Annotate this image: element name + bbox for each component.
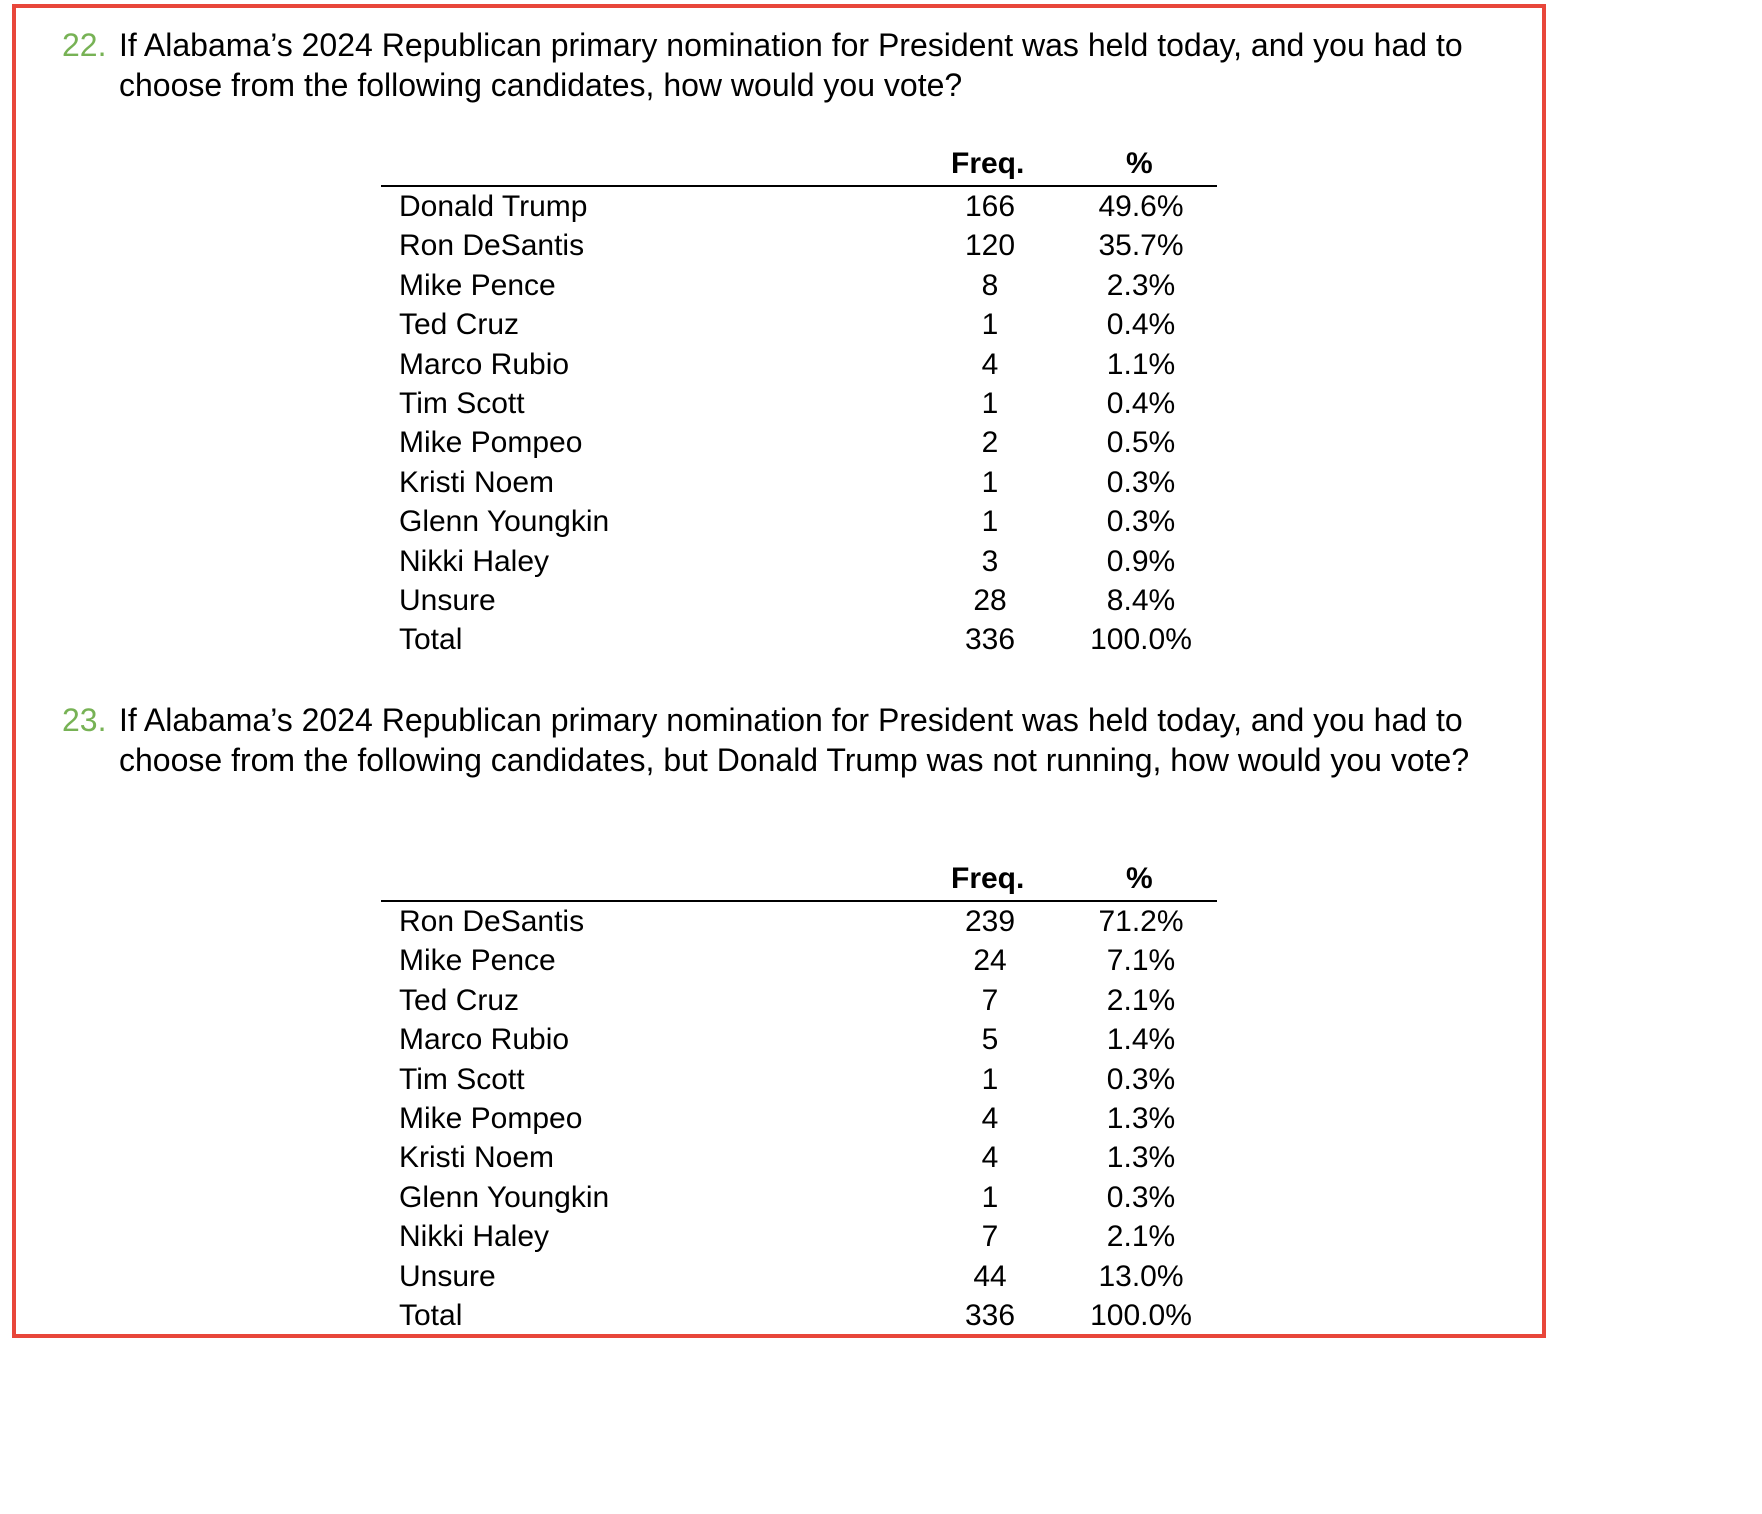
candidate-name: Ted Cruz — [399, 983, 520, 1017]
percent-value: 1.3% — [1106, 1141, 1176, 1175]
results-table-22 — [381, 145, 1217, 660]
candidate-name: Kristi Noem — [399, 465, 555, 499]
table-row — [381, 226, 1217, 265]
table-row — [381, 1138, 1217, 1177]
frequency-value: 1 — [981, 465, 999, 499]
candidate-name: Mike Pence — [399, 268, 556, 302]
percent-value: 0.3% — [1106, 1180, 1176, 1214]
results-table-23 — [381, 860, 1217, 1335]
percent-value: 0.4% — [1106, 386, 1176, 420]
candidate-name: Ron DeSantis — [399, 905, 585, 938]
table-row — [381, 266, 1217, 305]
table-row — [381, 981, 1217, 1020]
table-row — [381, 187, 1217, 226]
percent-value: 7.1% — [1106, 944, 1176, 978]
percent-value: 0.3% — [1106, 465, 1176, 499]
frequency-value: 166 — [964, 190, 1016, 223]
column-header-freq: Freq. — [951, 862, 1025, 895]
column-header-percent: % — [1126, 862, 1153, 895]
question-number: 23. — [62, 702, 107, 738]
candidate-name: Tim Scott — [399, 386, 525, 420]
frequency-value: 1 — [981, 1180, 999, 1214]
question-23 — [62, 700, 1542, 780]
candidate-name: Nikki Haley — [399, 544, 550, 578]
percent-value: 100.0% — [1090, 1298, 1192, 1332]
percent-value: 1.4% — [1106, 1023, 1176, 1057]
frequency-value: 28 — [973, 583, 1007, 617]
frequency-value: 239 — [964, 905, 1016, 938]
candidate-name: Marco Rubio — [399, 1023, 570, 1057]
candidate-name: Total — [399, 1298, 463, 1332]
table-row — [381, 1020, 1217, 1059]
percent-value: 0.9% — [1106, 544, 1176, 578]
percent-value: 0.4% — [1106, 308, 1176, 342]
table-row — [381, 1178, 1217, 1217]
frequency-value: 1 — [981, 386, 999, 420]
frequency-value: 336 — [964, 1298, 1016, 1332]
candidate-name: Total — [399, 623, 463, 657]
candidate-name: Mike Pompeo — [399, 426, 583, 460]
candidate-name: Nikki Haley — [399, 1220, 550, 1254]
question-22 — [62, 25, 1542, 105]
frequency-value: 7 — [981, 1220, 999, 1254]
frequency-value: 4 — [981, 347, 999, 381]
table-row — [381, 502, 1217, 541]
table-row — [381, 1296, 1217, 1335]
candidate-name: Unsure — [399, 1259, 496, 1293]
table-row — [381, 1099, 1217, 1138]
frequency-value: 24 — [973, 944, 1007, 978]
column-header-percent: % — [1126, 147, 1153, 180]
frequency-value: 1 — [981, 505, 999, 539]
candidate-name: Ted Cruz — [399, 308, 520, 342]
candidate-name: Mike Pompeo — [399, 1101, 583, 1135]
percent-value: 0.3% — [1106, 505, 1176, 539]
candidate-name: Unsure — [399, 583, 496, 617]
percent-value: 71.2% — [1098, 905, 1184, 938]
candidate-name: Kristi Noem — [399, 1141, 555, 1175]
candidate-name: Donald Trump — [399, 190, 588, 223]
document-frame — [12, 4, 1546, 1338]
candidate-name: Ron DeSantis — [399, 229, 585, 263]
table-row — [381, 902, 1217, 941]
candidate-name: Glenn Youngkin — [399, 505, 610, 539]
percent-value: 0.3% — [1106, 1062, 1176, 1096]
table-row — [381, 305, 1217, 344]
percent-value: 2.1% — [1106, 983, 1176, 1017]
table-row — [381, 542, 1217, 581]
percent-value: 2.3% — [1106, 268, 1176, 302]
candidate-name: Tim Scott — [399, 1062, 525, 1096]
question-text: If Alabama’s 2024 Republican primary nomination for President was held today, and you had to choose from the following candidates, but Donald Trump was not running, how would you vote? — [119, 702, 1470, 778]
percent-value: 13.0% — [1098, 1259, 1184, 1293]
table-body — [381, 902, 1217, 1335]
candidate-name: Mike Pence — [399, 944, 556, 978]
table-header — [381, 860, 1217, 902]
candidate-name: Marco Rubio — [399, 347, 570, 381]
table-row — [381, 345, 1217, 384]
frequency-value: 336 — [964, 623, 1016, 657]
candidate-name: Glenn Youngkin — [399, 1180, 610, 1214]
table-row — [381, 941, 1217, 980]
table-row — [381, 581, 1217, 620]
percent-value: 8.4% — [1106, 583, 1176, 617]
percent-value: 1.3% — [1106, 1101, 1176, 1135]
percent-value: 49.6% — [1098, 190, 1184, 223]
question-text: If Alabama’s 2024 Republican primary nomination for President was held today, and you had to choose from the following candidates, how would you vote? — [119, 27, 1463, 103]
column-header-freq: Freq. — [951, 147, 1025, 180]
percent-value: 35.7% — [1098, 229, 1184, 263]
percent-value: 100.0% — [1090, 623, 1192, 657]
frequency-value: 120 — [964, 229, 1016, 263]
table-row — [381, 1217, 1217, 1256]
table-header — [381, 145, 1217, 187]
percent-value: 2.1% — [1106, 1220, 1176, 1254]
frequency-value: 5 — [981, 1023, 999, 1057]
frequency-value: 7 — [981, 983, 999, 1017]
frequency-value: 1 — [981, 308, 999, 342]
percent-value: 1.1% — [1106, 347, 1176, 381]
frequency-value: 8 — [981, 268, 999, 302]
question-number: 22. — [62, 27, 107, 63]
table-row — [381, 423, 1217, 462]
table-row — [381, 463, 1217, 502]
frequency-value: 3 — [981, 544, 999, 578]
table-body — [381, 187, 1217, 660]
table-row — [381, 620, 1217, 659]
frequency-value: 2 — [981, 426, 999, 460]
frequency-value: 44 — [973, 1259, 1007, 1293]
frequency-value: 4 — [981, 1141, 999, 1175]
table-row — [381, 384, 1217, 423]
frequency-value: 1 — [981, 1062, 999, 1096]
percent-value: 0.5% — [1106, 426, 1176, 460]
frequency-value: 4 — [981, 1101, 999, 1135]
table-row — [381, 1257, 1217, 1296]
table-row — [381, 1060, 1217, 1099]
